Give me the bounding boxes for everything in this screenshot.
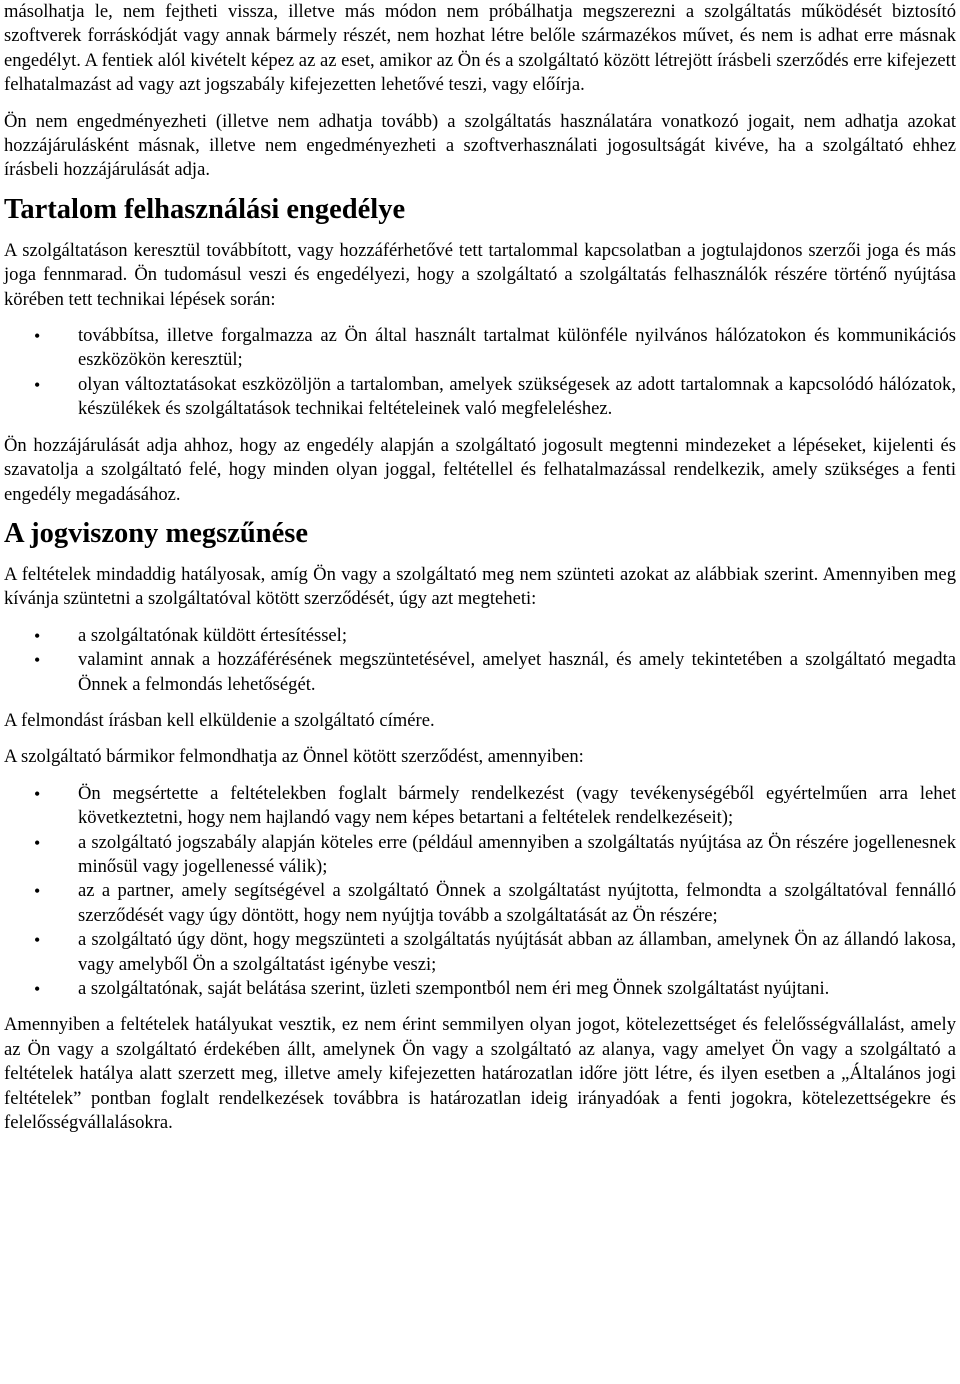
bullet-icon <box>34 782 54 807</box>
list-item <box>4 373 956 422</box>
section-heading-content-license: Tartalom felhasználási engedélye <box>4 193 406 225</box>
bullet-icon <box>34 624 54 649</box>
section2-bullet-list-2 <box>4 782 956 1002</box>
list-item-text: a szolgáltatónak, saját belátása szerint, üzleti szempontból nem éri meg Önnek szolgáltatást nyújtani. <box>78 978 830 999</box>
section1-paragraph-2: Ön hozzájárulását adja ahhoz, hogy az engedély alapján a szolgáltató jogosult megtenni mindezeket a lépéseket, kijelenti és szavatolja a szolgáltató felé, hogy minden olyan joggal, feltétellel és felhatalmazással rendelkezik, amely szükséges a fenti engedély megadásához. <box>4 434 956 505</box>
intro-paragraph-2: Ön nem engedményezheti (illetve nem adhatja tovább) a szolgáltatás használatára vonatkozó jogait, nem adhatja azokat hozzájárulásként másnak, illetve nem engedményezheti a szoftverhasználati jogosultságát kivéve, ha a szolgáltató ehhez írásbeli hozzájárulását adja. <box>4 110 956 181</box>
list-item-text: a szolgáltató jogszabály alapján köteles erre (például amennyiben a szolgáltatás nyújtása az Ön részére jogellenesnek minősül vagy jogellenessé válik); <box>78 831 956 877</box>
section2-paragraph-1: A feltételek mindaddig hatályosak, amíg Ön vagy a szolgáltató meg nem szünteti azokat az alábbiak szerint. Amennyiben meg kívánja szüntetni a szolgáltatóval kötött szerződését, úgy azt megteheti: <box>4 563 956 610</box>
section-heading-termination: A jogviszony megszűnése <box>4 517 308 549</box>
intro-paragraph-1: másolhatja le, nem fejtheti vissza, illetve más módon nem próbálhatja megszerezni a szolgáltatás működését biztosító szoftverek forráskódját vagy annak bármely részét, nem hozhat létre belőle származékos művet, és nem is adhat erre másnak engedélyt. A fentiek alól kivételt képez az az eset, amikor az Ön és a szolgáltató között létrejött írásbeli szerződés erre kifejezett felhatalmazást ad vagy azt jogszabály kifejezetten lehetővé teszi, vagy előírja. <box>4 1 956 96</box>
list-item <box>4 831 956 880</box>
list-item <box>4 624 956 648</box>
bullet-icon <box>34 977 54 1002</box>
list-item <box>4 782 956 831</box>
list-item <box>4 648 956 697</box>
bullet-icon <box>34 928 54 953</box>
list-item <box>4 928 956 977</box>
list-item-text: a szolgáltatónak küldött értesítéssel; <box>78 624 348 646</box>
list-item-text: továbbítsa, illetve forgalmazza az Ön által használt tartalmat különféle nyilvános hálózatokon és kommunikációs eszközökön keresztül; <box>78 325 956 371</box>
section2-paragraph-3: A szolgáltató bármikor felmondhatja az Önnel kötött szerződést, amennyiben: <box>4 746 584 768</box>
list-item <box>4 977 956 1001</box>
list-item <box>4 879 956 928</box>
section1-bullet-list <box>4 324 956 422</box>
bullet-icon <box>34 648 54 673</box>
bullet-icon <box>34 373 54 398</box>
section2-paragraph-4: Amennyiben a feltételek hatályukat vesztik, ez nem érint semmilyen olyan jogot, kötelezettséget és felelősségvállalást, amely az Ön vagy a szolgáltató érdekében állt, amelynek Ön vagy a szolgáltató az alanya, vagy amelyet Ön vagy a szolgáltató a feltételek hatálya alatt szerzett meg, illetve amely kifejezetten határozatlan időre jött létre, és ilyen esetben a „Általános jogi feltételek” pontban foglalt rendelkezések továbbra is határozatlan ideig irányadóak a fenti jogokra, kötelezettségekre és felelősségvállalásokra. <box>4 1014 956 1134</box>
section2-bullet-list-1 <box>4 624 956 697</box>
bullet-icon <box>34 831 54 856</box>
bullet-icon <box>34 879 54 904</box>
section1-paragraph-1: A szolgáltatáson keresztül továbbított, vagy hozzáférhetővé tett tartalommal kapcsolatban a jogtulajdonos szerzői joga és más joga fennmarad. Ön tudomásul veszi és engedélyezi, hogy a szolgáltató a szolgáltatás felhasználók részére történő nyújtása körében tett technikai lépések során: <box>4 239 956 310</box>
list-item-text: a szolgáltató úgy dönt, hogy megszünteti a szolgáltatás nyújtását abban az államban, amelynek Ön az állandó lakosa, vagy amelyből Ön a szolgáltatást igénybe veszi; <box>78 929 956 975</box>
list-item-text: olyan változtatásokat eszközöljön a tartalomban, amelyek szükségesek az adott tartalomnak a kapcsolódó hálózatok, készülékek és szolgáltatások technikai feltételeinek való megfeleléshez. <box>78 373 956 420</box>
list-item <box>4 324 956 373</box>
bullet-icon <box>34 324 54 349</box>
list-item-text: Ön megsértette a feltételekben foglalt bármely rendelkezést (vagy tevékenységéből egyértelműen arra lehet következtetni, hogy nem hajlandó vagy nem képes betartani a feltételek rendelkezéseit); <box>78 782 956 829</box>
list-item-text: valamint annak a hozzáférésének megszüntetésével, amelyet használ, és amely tekintetében a szolgáltató megadta Önnek a felmondás lehetőségét. <box>78 649 956 695</box>
section2-paragraph-2: A felmondást írásban kell elküldenie a szolgáltató címére. <box>4 709 435 731</box>
list-item-text: az a partner, amely segítségével a szolgáltató Önnek a szolgáltatást nyújtotta, felmondta a szolgáltatóval fennálló szerződését vagy úgy döntött, hogy nem nyújtja tovább a szolgáltatását az Ön részére; <box>78 880 956 926</box>
